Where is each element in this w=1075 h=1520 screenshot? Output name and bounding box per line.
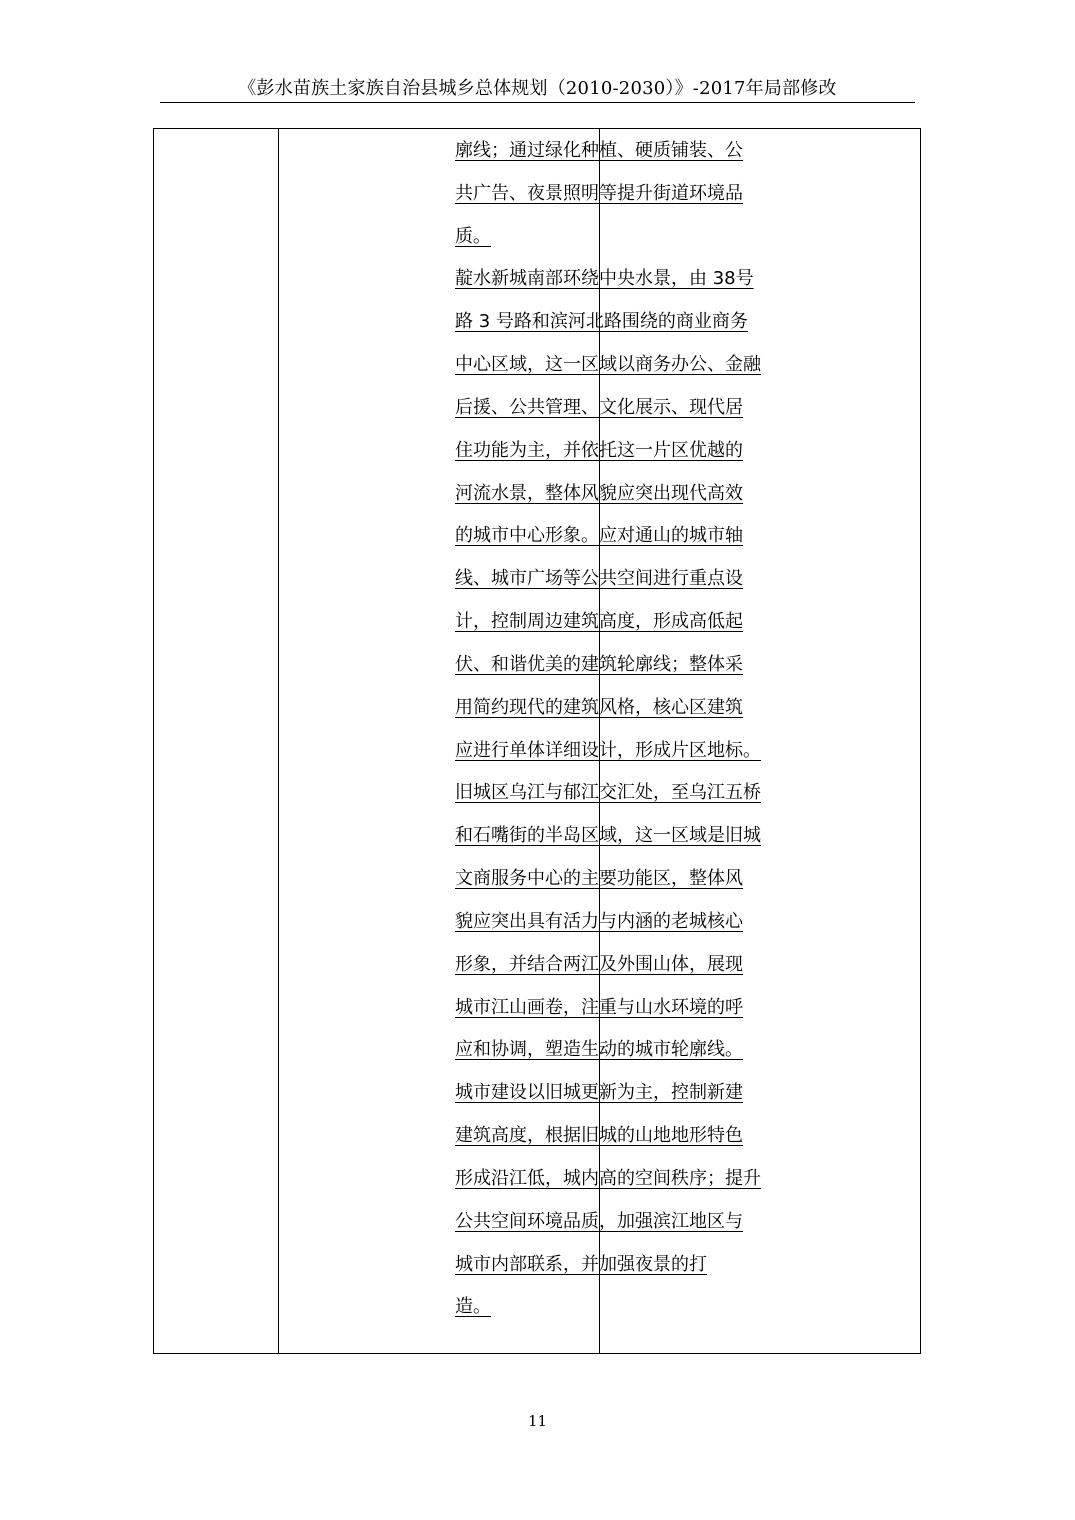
text-line: 文商服务中心的主要功能区，整体风 — [455, 868, 743, 889]
page-header-title: 《彭水苗族土家族自治县城乡总体规划（2010-2030）》-2017年局部修改 — [238, 78, 837, 99]
text-line: 应进行单体详细设计，形成片区地标。 — [455, 740, 761, 761]
text-line: 城市江山画卷，注重与山水环境的呼 — [455, 997, 743, 1018]
text-line: 用简约现代的建筑风格，核心区建筑 — [455, 697, 743, 718]
text-line: 计，控制周边建筑高度，形成高低起 — [455, 611, 743, 632]
text-line: 质。 — [455, 226, 491, 247]
table-cell-first-column — [154, 129, 278, 1353]
header-divider — [160, 102, 915, 103]
text-line: 廓线；通过绿化种植、硬质铺装、公 — [455, 140, 743, 161]
text-line: 中心区域，这一区域以商务办公、金融 — [455, 354, 761, 375]
text-line: 住功能为主，并依托这一片区优越的 — [455, 440, 743, 461]
text-line: 形成沿江低，城内高的空间秩序；提升 — [455, 1168, 761, 1189]
page-number: 11 — [527, 1412, 548, 1430]
text-line: 形象，并结合两江及外围山体，展现 — [455, 954, 743, 975]
text-line: 公共空间环境品质，加强滨江地区与 — [455, 1211, 743, 1232]
text-line: 的城市中心形象。应对通山的城市轴 — [455, 525, 743, 546]
text-line: 应和协调，塑造生动的城市轮廓线。 — [455, 1039, 743, 1060]
text-line: 城市内部联系，并加强夜景的打 — [455, 1254, 707, 1275]
text-line: 后援、公共管理、文化展示、现代居 — [455, 397, 743, 418]
text-line: 线、城市广场等公共空间进行重点设 — [455, 568, 743, 589]
text-line: 建筑高度，根据旧城的山地地形特色 — [455, 1125, 743, 1146]
text-line: 城市建设以旧城更新为主，控制新建 — [455, 1082, 743, 1103]
text-line: 伏、和谐优美的建筑轮廓线；整体采 — [455, 654, 743, 675]
text-line: 共广告、夜景照明等提升街道环境品 — [455, 183, 743, 204]
text-line: 貌应突出具有活力与内涵的老城核心 — [455, 911, 743, 932]
text-line: 旧城区乌江与郁江交汇处，至乌江五桥 — [455, 782, 761, 803]
text-line: 靛水新城南部环绕中央水景，由 38号 — [455, 268, 754, 289]
text-line: 河流水景，整体风貌应突出现代高效 — [455, 483, 743, 504]
text-line: 和石嘴街的半岛区域，这一区域是旧城 — [455, 825, 761, 846]
text-line: 造。 — [455, 1296, 491, 1317]
text-line: 路 3 号路和滨河北路围绕的商业商务 — [455, 311, 748, 332]
